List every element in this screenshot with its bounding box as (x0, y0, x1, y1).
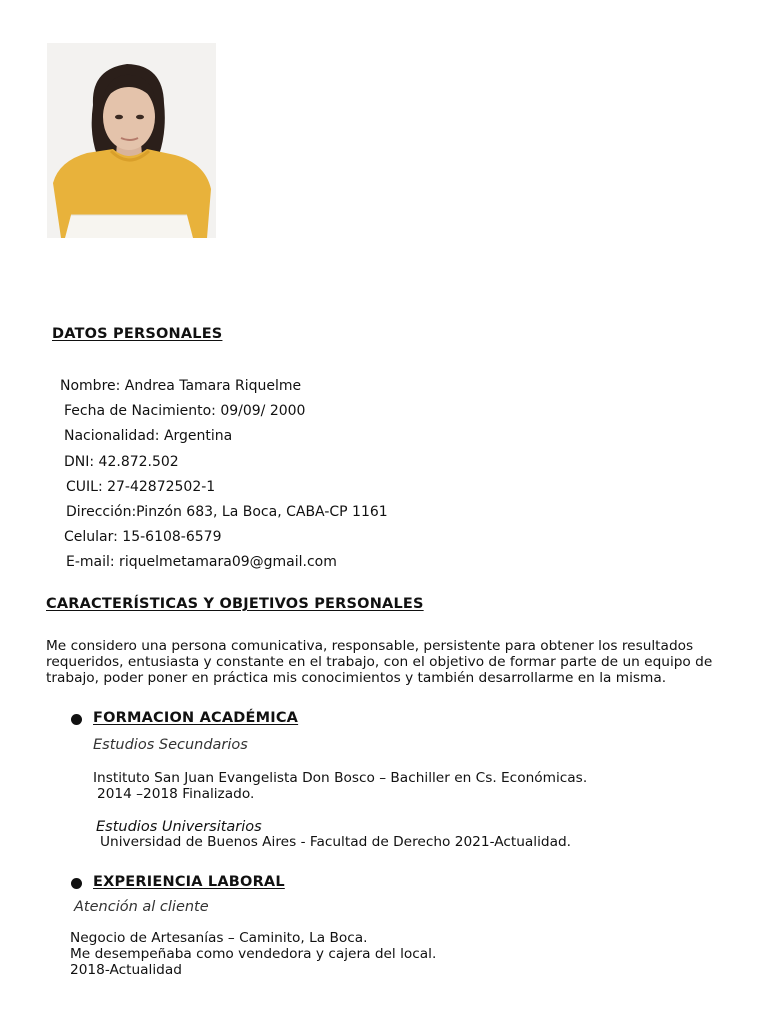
personal-dni: DNI: 42.872.502 (64, 454, 179, 470)
personal-email: E-mail: riquelmetamara09@gmail.com (66, 554, 337, 570)
education-heading: FORMACION ACADÉMICA (93, 710, 299, 726)
personal-cuil: CUIL: 27-42872502-1 (66, 479, 216, 495)
personal-nationality: Nacionalidad: Argentina (64, 428, 233, 444)
bullet-icon (71, 878, 82, 889)
personal-name: Nombre: Andrea Tamara Riquelme (60, 378, 302, 394)
university-detail: Universidad de Buenos Aires - Facultad de Derecho 2021-Actualidad. (100, 834, 572, 850)
personal-birthdate: Fecha de Nacimiento: 09/09/ 2000 (64, 403, 306, 419)
secondary-school: Instituto San Juan Evangelista Don Bosco – Bachiller en Cs. Económicas. (93, 770, 588, 786)
personal-phone: Celular: 15-6108-6579 (64, 529, 222, 545)
profile-photo (47, 43, 216, 238)
experience-period: 2018-Actualidad (70, 962, 182, 978)
objectives-paragraph: Me considero una persona comunicativa, responsable, persistente para obtener los resultados requeridos, entusiasta y constante en el trabajo, con el objetivo de formar parte de un equipo de trabajo, poder poner en práctica mis conocimientos y también desarrollarme en la misma. (46, 638, 713, 687)
personal-address: Dirección:Pinzón 683, La Boca, CABA-CP 1161 (66, 504, 388, 520)
experience-place: Negocio de Artesanías – Caminito, La Boca. (70, 930, 368, 946)
experience-heading: EXPERIENCIA LABORAL (93, 874, 285, 890)
person-portrait-icon (47, 43, 216, 238)
secondary-years: 2014 –2018 Finalizado. (97, 786, 255, 802)
experience-description: Me desempeñaba como vendedora y cajera del local. (70, 946, 437, 962)
personal-data-heading: DATOS PERSONALES (52, 326, 223, 342)
secondary-studies-title: Estudios Secundarios (93, 737, 248, 753)
bullet-icon (71, 714, 82, 725)
university-studies-title: Estudios Universitarios (96, 819, 262, 835)
objectives-heading: CARACTERÍSTICAS Y OBJETIVOS PERSONALES (46, 596, 424, 612)
experience-role: Atención al cliente (74, 899, 209, 915)
